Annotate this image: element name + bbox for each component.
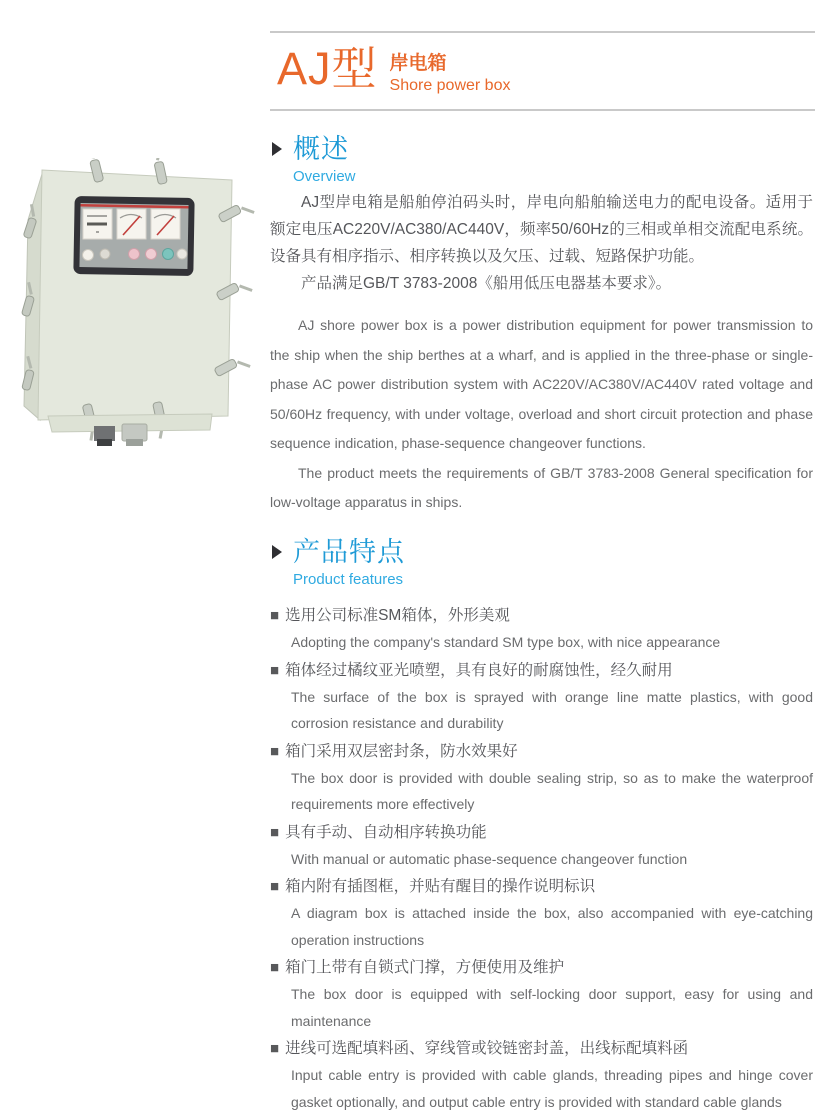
features-section-heading: [272, 537, 405, 589]
feature-text-zh: [270, 820, 813, 846]
feature-text-en: The box door is provided with double sealing strip, so as to make the waterproof requirements more effectively: [291, 769, 813, 812]
section-arrow-icon: [272, 142, 282, 156]
feature-text-en: Adopting the company's standard SM type box, with nice appearance: [291, 634, 721, 650]
bullet-square-icon: ■: [270, 959, 280, 976]
model-name: AJ型: [277, 43, 378, 94]
bullet-square-icon: ■: [270, 823, 280, 841]
overview-paragraph: The product meets the requirements of GB/T 3783-2008 General specification for low-voltage apparatus in ships.: [270, 464, 813, 510]
feature-label: 进线可选配填料函、穿线管或铰链密封盖，出线标配填料函: [285, 1040, 689, 1057]
title-divider: [270, 109, 815, 111]
overview-title-en: Overview: [293, 168, 356, 185]
feature-label: 箱门采用双层密封条，防水效果好: [285, 742, 518, 760]
bullet-square-icon: ■: [270, 607, 280, 624]
feature-label: 选用公司标准SM箱体，外形美观: [285, 607, 510, 624]
list-item: [270, 658, 813, 737]
overview-paragraphs-en: [270, 311, 813, 518]
bullet-square-icon: ■: [270, 742, 280, 760]
overview-title-zh: 概述: [293, 134, 349, 164]
product-photo: [14, 158, 260, 450]
feature-label: 箱体经过橘纹亚光喷塑，具有良好的耐腐蚀性，经久耐用: [285, 661, 673, 679]
feature-label: 箱内附有插图框，并贴有醒目的操作说明标识: [285, 878, 596, 895]
overview-paragraphs-zh: [270, 189, 813, 297]
feature-text-en: With manual or automatic phase-sequence changeover function: [291, 850, 688, 867]
overview-section-heading: [272, 134, 356, 186]
features-title-zh: 产品特点: [293, 537, 405, 567]
feature-label: 箱门上带有自锁式门撑，方便使用及维护: [285, 959, 565, 976]
section-arrow-icon: [272, 545, 282, 559]
list-item: [270, 955, 813, 1034]
list-item: [270, 1036, 813, 1115]
cable-gland-icon: [122, 424, 147, 446]
list-item: [270, 874, 813, 953]
product-name-en: Shore power box: [389, 77, 511, 94]
feature-text-zh: [270, 739, 813, 765]
feature-text-en: The surface of the box is sprayed with orange line matte plastics, with good corrosion resistance and durability: [291, 688, 813, 731]
analog-meter-icon: [83, 209, 112, 239]
overview-paragraph: 产品满足GB/T 3783-2008《船用低压电器基本要求》。: [301, 275, 672, 292]
feature-text-zh: [270, 874, 813, 900]
list-item: [270, 603, 813, 656]
list-item: [270, 820, 813, 873]
features-list: [270, 603, 813, 1117]
page-title: [277, 40, 510, 98]
analog-meter-icon: [117, 209, 146, 239]
feature-text-en: A diagram box is attached inside the box, also accompanied with eye-catching operation instructions: [291, 905, 813, 948]
list-item: [270, 739, 813, 818]
feature-label: 具有手动、自动相序转换功能: [285, 823, 487, 841]
analog-meter-icon: [151, 209, 180, 239]
feature-text-zh: [270, 955, 813, 981]
overview-paragraph: AJ型岸电箱是船舶停泊码头时，岸电向船舶输送电力的配电设备。适用于额定电压AC220V/AC380/AC440V，频率50/60Hz的三相或单相交流配电系统。设备具有相序指示、相序转换以及欠压、过载、短路保护功能。: [270, 194, 813, 265]
meter-window: [73, 196, 194, 276]
top-divider: [270, 31, 815, 33]
bullet-square-icon: ■: [270, 1040, 280, 1057]
overview-paragraph: AJ shore power box is a power distribution equipment for power transmission to the ship when the ship berthes at a wharf, and is applied in the three-phase or single-phase AC power distribution system with AC220V/AC380V/AC440V rated voltage and 50/60Hz frequency, with under voltage, overload and short circuit protection and phase sequence indication, phase-sequence changeover functions.: [270, 317, 813, 451]
feature-text-en: The box door is equipped with self-locking door support, easy for using and maintenance: [291, 986, 813, 1029]
bullet-square-icon: ■: [270, 661, 280, 679]
product-name-zh: 岸电箱: [389, 53, 447, 74]
bullet-square-icon: ■: [270, 878, 280, 895]
feature-text-en: Input cable entry is provided with cable glands, threading pipes and hinge cover gasket optionally, and output cable entry is provided with standard cable glands: [291, 1067, 813, 1110]
feature-text-zh: [270, 658, 813, 684]
feature-text-zh: [270, 1036, 813, 1062]
cable-gland-icon: [94, 426, 115, 446]
features-title-en: Product features: [293, 571, 404, 588]
feature-text-zh: [270, 603, 813, 629]
